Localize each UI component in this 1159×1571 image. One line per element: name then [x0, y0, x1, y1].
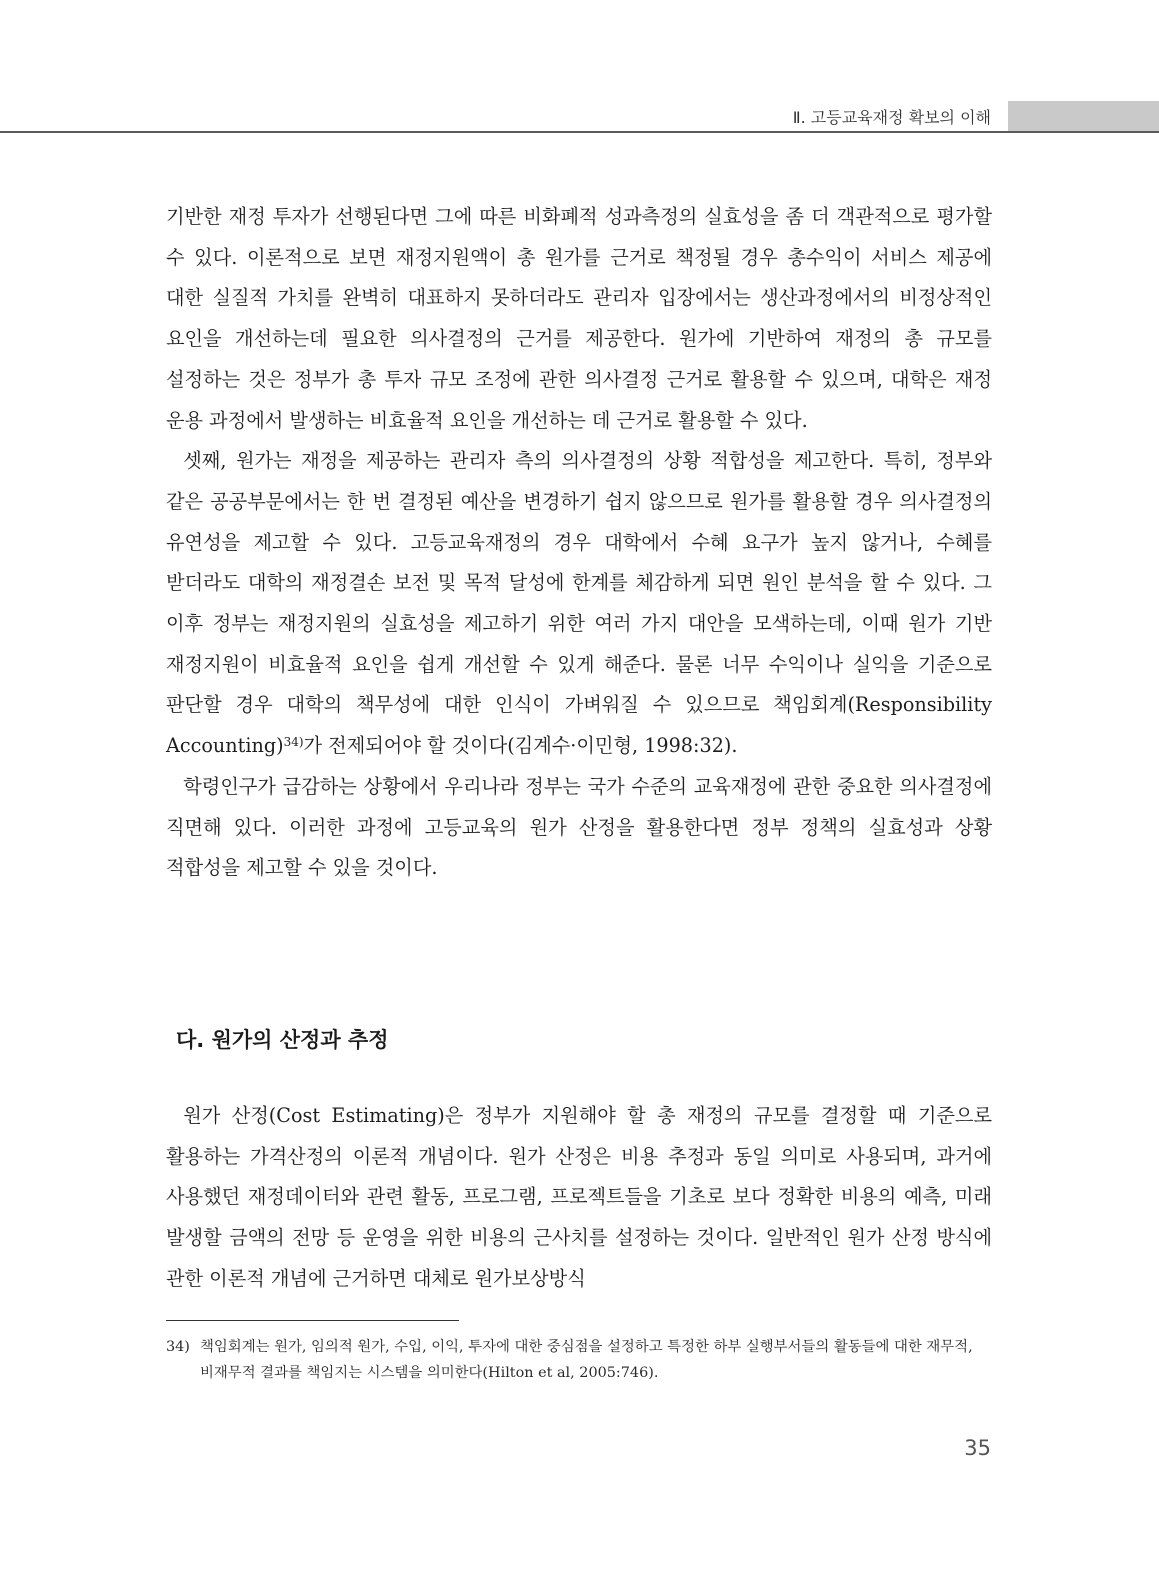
section-body [166, 1096, 992, 1300]
section-paragraph: 원가 산정(Cost Estimating)은 정부가 지원해야 할 총 재정의 규모를 결정할 때 기준으로 활용하는 가격산정의 이론적 개념이다. 원가 산정은 비용 추정과 동일 의미로 사용되며, 과거에 사용했던 재정데이터와 관련 활동, 프로그램, 프로젝트들을 기초로 보다 정확한 비용의 예측, 미래 발생할 금액의 전망 등 운영을 위한 비용의 근사치를 설정하는 것이다. 일반적인 원가 산정 방식에 관한 이론적 개념에 근거하면 대체로 원가보상방식 [166, 1104, 992, 1290]
paragraph-2-text-after: 가 전제되어야 할 것이다(김계수·이민형, 1998:32). [303, 734, 738, 758]
footnote-text: 책임회계는 원가, 임의적 원가, 수입, 이익, 투자에 대한 중심점을 설정하고 특정한 하부 실행부서들의 활동들에 대한 재무적, 비재무적 결과를 책임지는 시스템을 의미한다(Hilton et al, 2005:746). [200, 1339, 973, 1381]
running-header [0, 101, 1159, 133]
footnote-number: 34) [166, 1339, 190, 1355]
chapter-title: Ⅱ. 고등교육재정 확보의 이해 [792, 108, 991, 127]
paragraph-2 [166, 441, 992, 767]
section-heading: 다. 원가의 산정과 추정 [176, 1028, 389, 1052]
footnote-34 [166, 1334, 992, 1386]
header-rule [0, 131, 1159, 133]
header-tab-block [1008, 101, 1159, 131]
footnote-ref-34: 34) [283, 735, 304, 750]
paragraph-3: 학령인구가 급감하는 상황에서 우리나라 정부는 국가 수준의 교육재정에 관한 중요한 의사결정에 직면해 있다. 이러한 과정에 고등교육의 원가 산정을 활용한다면 정부 정책의 실효성과 상황 적합성을 제고할 수 있을 것이다. [166, 774, 992, 880]
footnote-rule [166, 1320, 459, 1321]
paragraph-2-text: 셋째, 원가는 재정을 제공하는 관리자 측의 의사결정의 상황 적합성을 제고한다. 특히, 정부와 같은 공공부문에서는 한 번 결정된 예산을 변경하기 쉽지 않으므로 원가를 활용할 경우 의사결정의 유연성을 제고할 수 있다. 고등교육재정의 경우 대학에서 수혜 요구가 높지 않거나, 수혜를 받더라도 대학의 재정결손 보전 및 목적 달성에 한계를 체감하게 되면 원인 분석을 할 수 있다. 그 이후 정부는 재정지원의 실효성을 제고하기 위한 여러 가지 대안을 모색하는데, 이때 원가 기반 재정지원이 비효율적 요인을 쉽게 개선할 수 있게 해준다. 물론 너무 수익이나 실익을 기준으로 판단할 경우 대학의 책무성에 대한 인식이 가벼워질 수 있으므로 책임회계(Responsibility Accounting) [166, 449, 992, 758]
paragraph-1: 기반한 재정 투자가 선행된다면 그에 따른 비화폐적 성과측정의 실효성을 좀 더 객관적으로 평가할 수 있다. 이론적으로 보면 재정지원액이 총 원가를 근거로 책정될 경우 총수익이 서비스 제공에 대한 실질적 가치를 완벽히 대표하지 못하더라도 관리자 입장에서는 생산과정에서의 비정상적인 요인을 개선하는데 필요한 의사결정의 근거를 제공한다. 원가에 기반하여 재정의 총 규모를 설정하는 것은 정부가 총 투자 규모 조정에 관한 의사결정 근거로 활용할 수 있으며, 대학은 재정 운용 과정에서 발생하는 비효율적 요인을 개선하는 데 근거로 활용할 수 있다. [166, 205, 992, 432]
body-text [166, 197, 992, 889]
page-number: 35 [964, 1436, 991, 1460]
